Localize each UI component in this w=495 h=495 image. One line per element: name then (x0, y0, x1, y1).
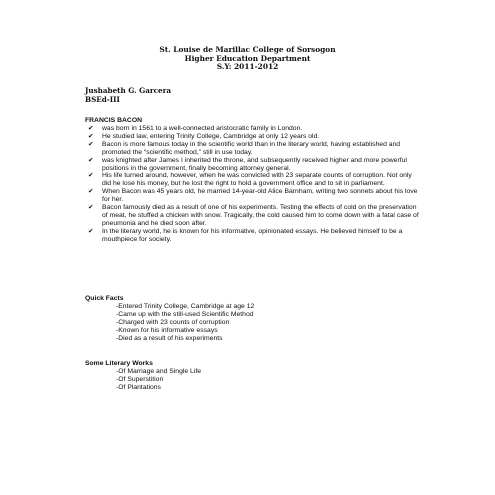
list-item: -Died as a result of his experiments (116, 334, 223, 342)
check-icon: ✔ (88, 203, 94, 212)
document-header (0, 46, 495, 72)
quick-facts-list (116, 303, 254, 343)
list-item: ✔ Bacon famously died as a result of one of his experiments. Testing the effects of cold on the preservation of meat, he stuffed a chicken with snow. Tragically, the cold caused him to come down with a fatal case of pneumonia and he died soon after. (88, 203, 419, 227)
list-item: ✔ When Bacon was 45 years old, he married 14-year-old Alice Barnham, writing two sonnets about his love for her. (88, 187, 418, 204)
check-icon: ✔ (88, 131, 94, 140)
check-icon: ✔ (88, 124, 94, 132)
bio-title: FRANCIS BACON (85, 117, 143, 124)
literary-works-list (116, 368, 201, 392)
author-course: BSEd-III (85, 94, 120, 104)
list-item: ✔ Bacon is more famous today in the scientific world than in the literary world, having established and promoted the “scientific method,” still in use today. (88, 139, 401, 156)
list-item: -Of Plantations (116, 383, 161, 391)
author-block (85, 87, 171, 105)
list-item: ✔ was born in 1561 to a well-connected aristocratic family in London. (88, 124, 303, 132)
list-item: -Came up with the still-used Scientific Method (116, 310, 254, 318)
school-name: St. Louise de Marillac College of Sorsogon (159, 45, 336, 54)
bio-list (85, 125, 420, 244)
check-icon: ✔ (88, 187, 94, 196)
check-icon: ✔ (88, 139, 94, 148)
list-item: -Of Superstition (116, 375, 164, 383)
list-item: ✔ In the literary world, he is known for his informative, opinionated essays. He believed himself to be a mouthpiece for society. (88, 226, 403, 243)
literary-works-title: Some Literary Works (85, 360, 153, 367)
quick-facts-title: Quick Facts (85, 295, 124, 302)
list-item: -Charged with 23 counts of corruption (116, 318, 230, 326)
list-item: -Entered Trinity College, Cambridge at age 12 (116, 303, 255, 310)
list-item: ✔ was knighted after James I inherited the throne, and subsequently received higher and more powerful positions in the government, finally becoming attorney general. (88, 155, 407, 172)
check-icon: ✔ (88, 171, 94, 180)
school-year: S.Y: 2011-2012 (216, 62, 279, 72)
list-item: -Of Marriage and Single Life (116, 368, 202, 375)
list-item: ✔ He studied law, entering Trinity College, Cambridge at only 12 years old. (88, 131, 320, 140)
list-item: ✔ His life turned around, however, when he was convicted with 23 separate counts of corruption. Not only did he lose his money, but he lost the right to hold a government office and to sit in parliament. (88, 171, 412, 188)
check-icon: ✔ (88, 226, 94, 235)
author-name: Jushabeth G. Garcera (85, 86, 172, 95)
check-icon: ✔ (88, 155, 94, 164)
list-item: -Known for his informative essays (116, 326, 218, 334)
department-name: Higher Education Department (184, 53, 311, 63)
